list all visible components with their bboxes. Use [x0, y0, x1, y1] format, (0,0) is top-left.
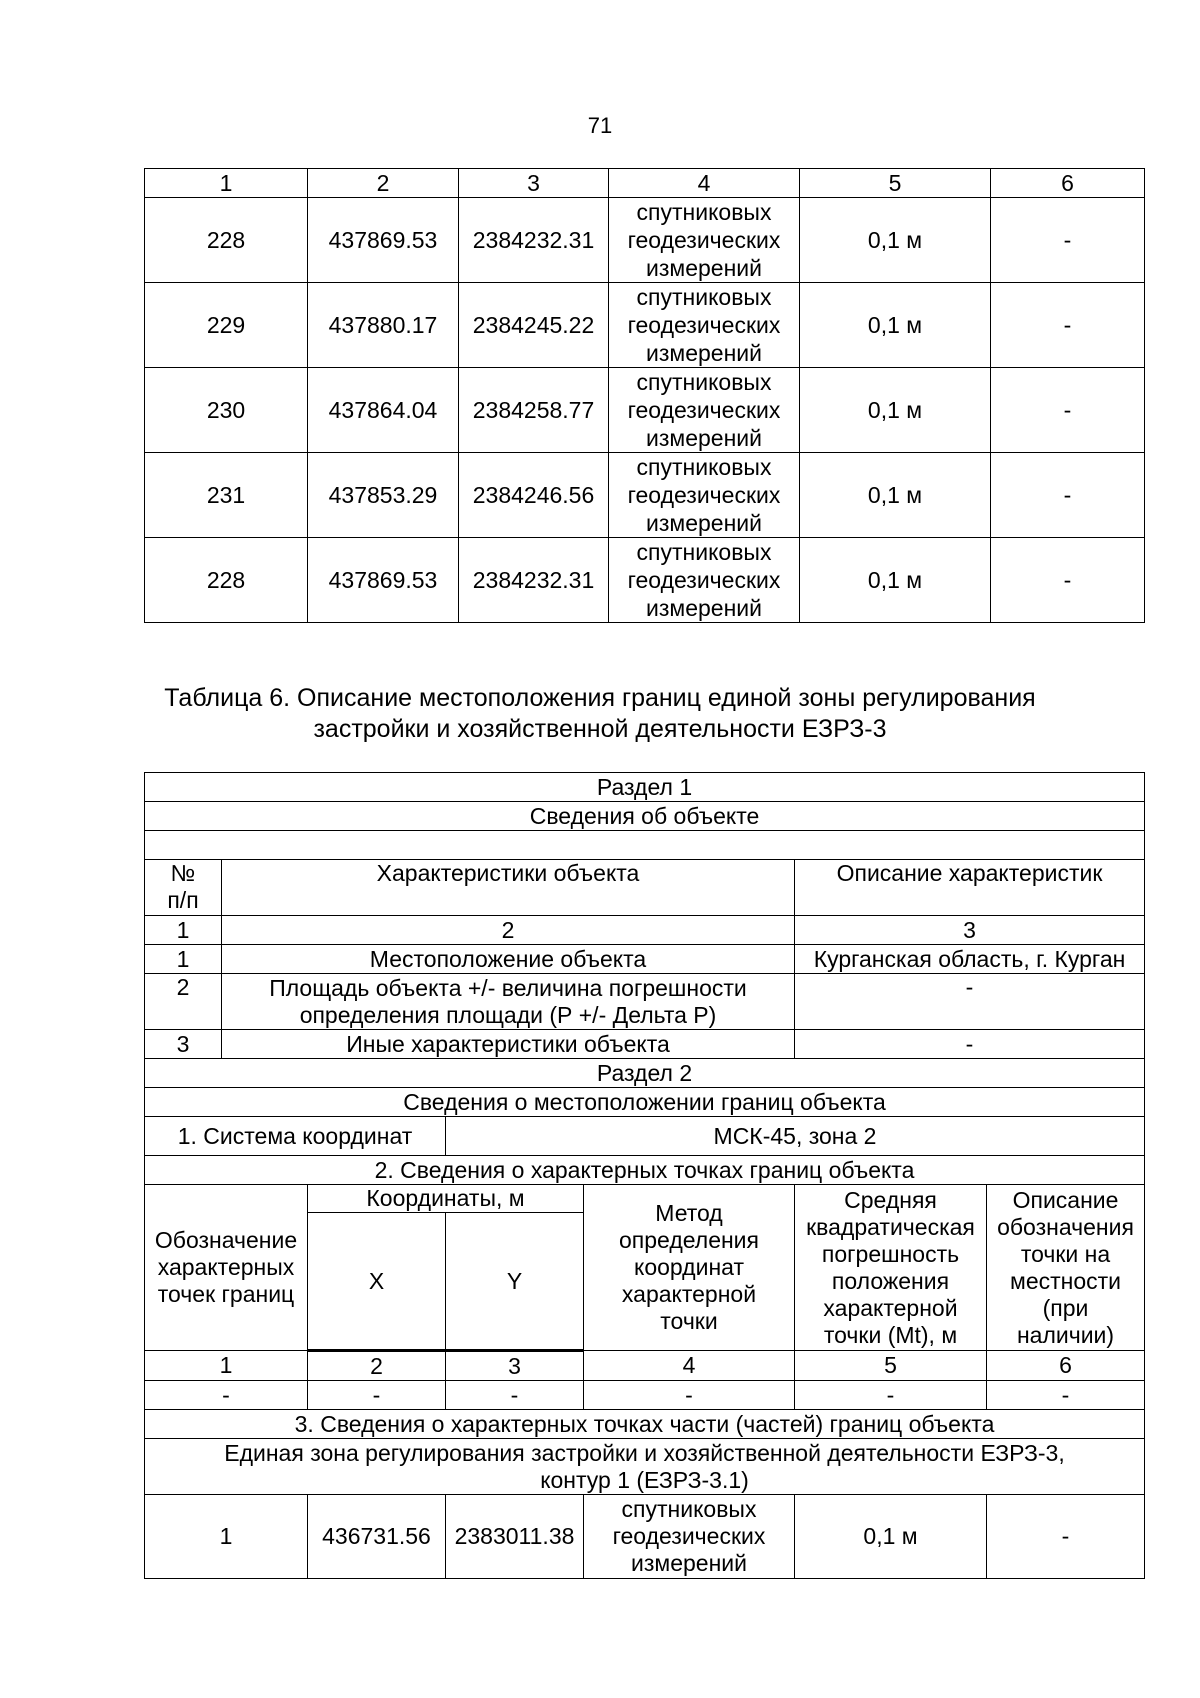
table-row [145, 945, 1145, 974]
boundary-description-table [144, 772, 1145, 1579]
table-caption [0, 683, 1200, 745]
points-header-row [145, 1185, 1145, 1213]
section-row [145, 802, 1145, 831]
method-line: спутниковых [636, 199, 772, 225]
method-line: измерений [646, 595, 762, 621]
coord-x: 437853.29 [308, 453, 459, 538]
header-line: п/п [167, 887, 199, 913]
object-info-heading: Сведения об объекте [145, 802, 1145, 831]
column-header: 2 [308, 169, 459, 198]
header-line: местности [1010, 1267, 1122, 1294]
column-header-characteristics: Характеристики объекта [222, 860, 795, 916]
accuracy-cell: 0,1 м [800, 453, 991, 538]
header-line: Средняя [844, 1186, 937, 1213]
point-number: 230 [145, 368, 308, 453]
method-line: геодезических [627, 312, 781, 338]
header-line: Обозначение [154, 1227, 298, 1253]
characteristic-value: Курганская область, г. Курган [795, 945, 1145, 974]
description-cell: - [987, 1495, 1145, 1579]
row-number: 2 [145, 974, 222, 1030]
characteristic-value: - [795, 1030, 1145, 1059]
method-cell [609, 368, 800, 453]
column-header: 1 [145, 169, 308, 198]
description-cell: - [991, 198, 1145, 283]
characteristic-cell [222, 974, 795, 1030]
characteristic-line: определения площади (Р +/- Дельта Р) [299, 1001, 717, 1028]
coord-x: 437869.53 [308, 198, 459, 283]
column-header: 4 [609, 169, 800, 198]
column-header-description: Описание характеристик [795, 860, 1145, 916]
column-index: 1 [145, 1351, 308, 1381]
row-number: 1 [145, 945, 222, 974]
zone-title [145, 1439, 1145, 1495]
part-points-heading: 3. Сведения о характерных точках части (частей) границ объекта [145, 1410, 1145, 1439]
method-line: спутниковых [636, 369, 772, 395]
header-line: точки на [1020, 1240, 1111, 1267]
coord-y: 2384246.56 [459, 453, 609, 538]
table-row [145, 1495, 1145, 1579]
characteristic-cell: Иные характеристики объекта [222, 1030, 795, 1059]
accuracy-cell: 0,1 м [795, 1495, 987, 1579]
zone-title-line: контур 1 (ЕЗРЗ-3.1) [540, 1466, 749, 1493]
column-index: 3 [446, 1351, 584, 1381]
accuracy-cell: 0,1 м [800, 368, 991, 453]
coord-y: 2384258.77 [459, 368, 609, 453]
method-cell [584, 1495, 795, 1579]
header-line: определения [619, 1227, 759, 1253]
method-line: спутниковых [636, 539, 772, 565]
method-line: геодезических [627, 567, 781, 593]
column-index: 2 [308, 1351, 446, 1381]
header-x: X [308, 1213, 446, 1351]
column-index: 2 [222, 916, 795, 945]
description-cell: - [991, 453, 1145, 538]
description-cell: - [991, 283, 1145, 368]
table-header-row [145, 169, 1145, 198]
header-line: (при [1042, 1294, 1089, 1321]
table-row [145, 198, 1145, 283]
header-line: положения [831, 1267, 950, 1294]
row-number: 3 [145, 1030, 222, 1059]
method-cell [609, 283, 800, 368]
table-header-row [145, 860, 1145, 916]
header-line: квадратическая [806, 1213, 975, 1240]
coord-x: 436731.56 [308, 1495, 446, 1579]
column-header: 5 [800, 169, 991, 198]
method-line: измерений [646, 425, 762, 451]
method-line: геодезических [627, 397, 781, 423]
header-coordinates: Координаты, м [308, 1185, 584, 1213]
table-row [145, 974, 1145, 1030]
point-number: 228 [145, 198, 308, 283]
method-cell [609, 453, 800, 538]
coord-x: 437880.17 [308, 283, 459, 368]
characteristic-cell: Местоположение объекта [222, 945, 795, 974]
header-accuracy [795, 1185, 987, 1351]
header-line: Описание [1012, 1186, 1119, 1213]
method-line: спутниковых [636, 284, 772, 310]
empty-cell [145, 831, 1145, 860]
method-line: геодезических [627, 482, 781, 508]
page-number: 71 [587, 113, 613, 138]
header-line: точки [660, 1308, 718, 1334]
empty-value: - [145, 1381, 308, 1410]
column-header: 6 [991, 169, 1145, 198]
coord-x: 437869.53 [308, 538, 459, 623]
section-row [145, 1410, 1145, 1439]
column-index: 4 [584, 1351, 795, 1381]
points-heading: 2. Сведения о характерных точках границ объекта [145, 1156, 1145, 1185]
section-title: Раздел 2 [145, 1059, 1145, 1088]
method-line: геодезических [627, 227, 781, 253]
header-line: Метод [655, 1200, 723, 1226]
header-line: характерной [823, 1294, 958, 1321]
section-row [145, 1088, 1145, 1117]
column-index: 6 [987, 1351, 1145, 1381]
method-line: геодезических [612, 1523, 766, 1549]
coord-y: 2384245.22 [459, 283, 609, 368]
index-row [145, 1351, 1145, 1381]
header-line: координат [634, 1254, 744, 1280]
header-line: точек границ [157, 1281, 295, 1307]
zone-title-line: Единая зона регулирования застройки и хозяйственной деятельности ЕЗРЗ-3, [224, 1439, 1065, 1466]
coord-system-label: 1. Система координат [145, 1117, 446, 1156]
method-line: измерений [646, 255, 762, 281]
column-header-number [145, 860, 222, 916]
method-line: измерений [631, 1550, 747, 1576]
characteristic-line: Площадь объекта +/- величина погрешности [269, 974, 747, 1001]
column-index: 5 [795, 1351, 987, 1381]
point-number: 1 [145, 1495, 308, 1579]
header-line: точки (Mt), м [823, 1321, 958, 1348]
point-number: 229 [145, 283, 308, 368]
method-cell [609, 198, 800, 283]
index-row [145, 916, 1145, 945]
table-row [145, 453, 1145, 538]
section-row [145, 1059, 1145, 1088]
accuracy-cell: 0,1 м [800, 538, 991, 623]
accuracy-cell: 0,1 м [800, 198, 991, 283]
coord-x: 437864.04 [308, 368, 459, 453]
section-title: Раздел 1 [145, 773, 1145, 802]
coord-y: 2383011.38 [446, 1495, 584, 1579]
table-row [145, 368, 1145, 453]
table-row [145, 1030, 1145, 1059]
accuracy-cell: 0,1 м [800, 283, 991, 368]
coord-y: 2384232.31 [459, 198, 609, 283]
header-line: обозначения [997, 1213, 1134, 1240]
header-point-description [987, 1185, 1145, 1351]
empty-value: - [795, 1381, 987, 1410]
zone-title-row [145, 1439, 1145, 1495]
header-y: Y [446, 1213, 584, 1351]
header-line: погрешность [821, 1240, 960, 1267]
method-line: измерений [646, 340, 762, 366]
header-line: характерных [157, 1254, 295, 1280]
empty-value: - [584, 1381, 795, 1410]
description-cell: - [991, 368, 1145, 453]
points-table [144, 168, 1145, 623]
header-method [584, 1185, 795, 1351]
method-cell [609, 538, 800, 623]
caption-line: Таблица 6. Описание местоположения границ единой зоны регулирования [164, 684, 1036, 712]
table-row [145, 283, 1145, 368]
method-line: спутниковых [636, 454, 772, 480]
header-line: характерной [621, 1281, 757, 1307]
column-index: 3 [795, 916, 1145, 945]
caption-line: застройки и хозяйственной деятельности ЕЗРЗ-3 [313, 715, 887, 743]
description-cell: - [991, 538, 1145, 623]
column-header: 3 [459, 169, 609, 198]
method-line: измерений [646, 510, 762, 536]
coord-system-row [145, 1117, 1145, 1156]
empty-value: - [987, 1381, 1145, 1410]
table-row [145, 1381, 1145, 1410]
empty-row [145, 831, 1145, 860]
header-line: наличии) [1016, 1321, 1115, 1348]
method-line: спутниковых [621, 1496, 757, 1522]
coord-y: 2384232.31 [459, 538, 609, 623]
coord-system-value: МСК-45, зона 2 [446, 1117, 1145, 1156]
header-line: № [170, 860, 196, 886]
header-designation [145, 1185, 308, 1351]
empty-value: - [446, 1381, 584, 1410]
section-row [145, 773, 1145, 802]
empty-value: - [308, 1381, 446, 1410]
characteristic-value: - [795, 974, 1145, 1030]
location-info-heading: Сведения о местоположении границ объекта [145, 1088, 1145, 1117]
section-row [145, 1156, 1145, 1185]
table-row [145, 538, 1145, 623]
point-number: 228 [145, 538, 308, 623]
column-index: 1 [145, 916, 222, 945]
point-number: 231 [145, 453, 308, 538]
